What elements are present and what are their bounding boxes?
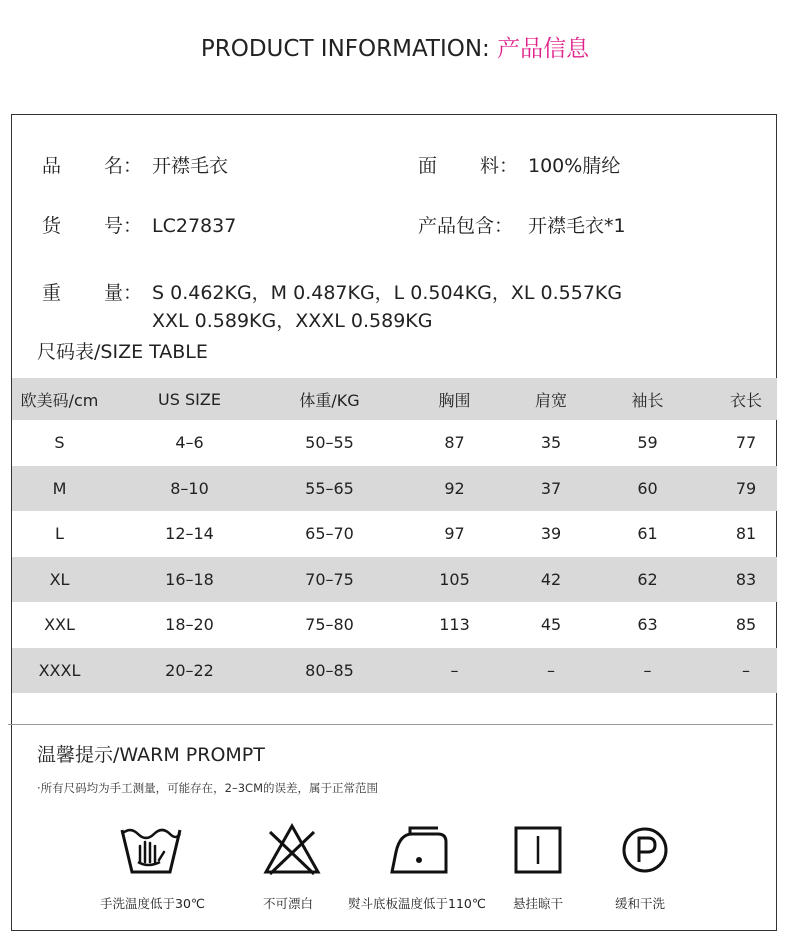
cell: 42 xyxy=(540,569,562,589)
cell: 65–70 xyxy=(305,524,354,544)
weight-line-2: XXL 0.589KG，XXXL 0.589KG xyxy=(152,310,433,332)
cell: – xyxy=(547,660,555,680)
page-title xyxy=(0,30,790,63)
cell: 97 xyxy=(444,524,465,544)
cell: 63 xyxy=(637,615,658,635)
name-value: 开襟毛衣 xyxy=(152,155,229,177)
cell: 45 xyxy=(540,615,562,635)
cell: M xyxy=(52,478,67,498)
cell: XXXL xyxy=(38,660,81,680)
col-header: 肩宽 xyxy=(534,390,567,410)
info-weight-row xyxy=(42,278,622,305)
cell: 83 xyxy=(735,569,757,589)
info-name-row xyxy=(42,151,228,178)
col-header: 欧美码/cm xyxy=(20,390,99,410)
cell: 20–22 xyxy=(165,660,214,680)
iron-icon xyxy=(388,822,450,878)
size-table-title: 尺码表/SIZE TABLE xyxy=(37,341,208,363)
info-sku-row xyxy=(42,211,236,238)
weight-label: 重 量： xyxy=(42,282,143,304)
cell: – xyxy=(450,660,459,680)
cell: L xyxy=(55,524,64,544)
material-label: 面 料： xyxy=(418,155,519,177)
cell: XXL xyxy=(44,615,75,635)
size-table-header xyxy=(12,378,777,420)
cell: XL xyxy=(49,569,70,589)
table-row xyxy=(12,602,777,648)
cell: 70–75 xyxy=(305,569,354,589)
cell: 75–80 xyxy=(305,615,354,635)
sku-value: LC27837 xyxy=(152,215,237,237)
cell: 12–14 xyxy=(165,524,214,544)
hand-wash-icon xyxy=(118,822,184,878)
package-value: 开襟毛衣*1 xyxy=(528,215,626,237)
table-row xyxy=(12,648,777,694)
table-row xyxy=(12,466,777,512)
section-divider xyxy=(8,724,773,725)
no-bleach-icon xyxy=(262,822,322,878)
cell: 80–85 xyxy=(305,660,354,680)
col-header: 衣长 xyxy=(729,390,762,410)
cell: 62 xyxy=(637,569,658,589)
col-header: 袖长 xyxy=(631,390,664,410)
cell: S xyxy=(54,433,65,453)
cell: 85 xyxy=(735,615,757,635)
name-label: 品 名： xyxy=(42,155,143,177)
cell: 113 xyxy=(439,615,470,635)
cell: 37 xyxy=(540,478,562,498)
table-row xyxy=(12,557,777,603)
table-row xyxy=(12,511,777,557)
care-label-hang-dry: 悬挂晾干 xyxy=(513,896,564,911)
care-label-no-bleach: 不可漂白 xyxy=(263,896,314,911)
dry-clean-p-icon xyxy=(620,822,670,878)
title-en: PRODUCT INFORMATION: xyxy=(200,36,498,62)
cell: 4–6 xyxy=(175,433,204,453)
cell: 39 xyxy=(540,524,562,544)
info-package-row xyxy=(418,211,626,238)
warm-prompt-title: 温馨提示/WARM PROMPT xyxy=(37,744,265,766)
warm-prompt-note: ·所有尺码均为手工测量，可能存在，2–3CM的误差，属于正常范围 xyxy=(37,781,378,795)
cell: 61 xyxy=(637,524,658,544)
cell: 77 xyxy=(735,433,757,453)
sku-label: 货 号： xyxy=(42,215,143,237)
cell: 16–18 xyxy=(165,569,214,589)
weight-line-1: S 0.462KG，M 0.487KG，L 0.504KG，XL 0.557KG xyxy=(152,282,623,304)
col-header: US SIZE xyxy=(158,389,221,409)
size-table xyxy=(12,378,777,693)
col-header: 体重/KG xyxy=(299,390,360,410)
info-weight-row-2 xyxy=(152,306,432,333)
cell: 8–10 xyxy=(170,478,209,498)
cell: 55–65 xyxy=(305,478,354,498)
table-row xyxy=(12,420,777,466)
cell: 92 xyxy=(444,478,465,498)
package-label: 产品包含： xyxy=(418,215,514,237)
cell: 18–20 xyxy=(165,615,214,635)
care-label-dry-clean: 缓和干洗 xyxy=(615,896,666,911)
hang-dry-icon xyxy=(513,822,563,878)
care-label-hand-wash: 手洗温度低于30℃ xyxy=(100,896,205,911)
title-cn: 产品信息 xyxy=(497,36,590,62)
cell: – xyxy=(643,660,652,680)
cell: 50–55 xyxy=(305,433,354,453)
cell: – xyxy=(742,660,750,680)
col-header: 胸围 xyxy=(438,390,471,410)
info-material-row xyxy=(418,151,620,178)
cell: 79 xyxy=(735,478,757,498)
cell: 105 xyxy=(439,569,470,589)
cell: 87 xyxy=(444,433,465,453)
care-label-iron: 熨斗底板温度低于110℃ xyxy=(348,896,486,911)
cell: 59 xyxy=(637,433,658,453)
material-value: 100%腈纶 xyxy=(528,155,621,177)
cell: 81 xyxy=(735,524,757,544)
cell: 60 xyxy=(637,478,658,498)
cell: 35 xyxy=(540,433,562,453)
